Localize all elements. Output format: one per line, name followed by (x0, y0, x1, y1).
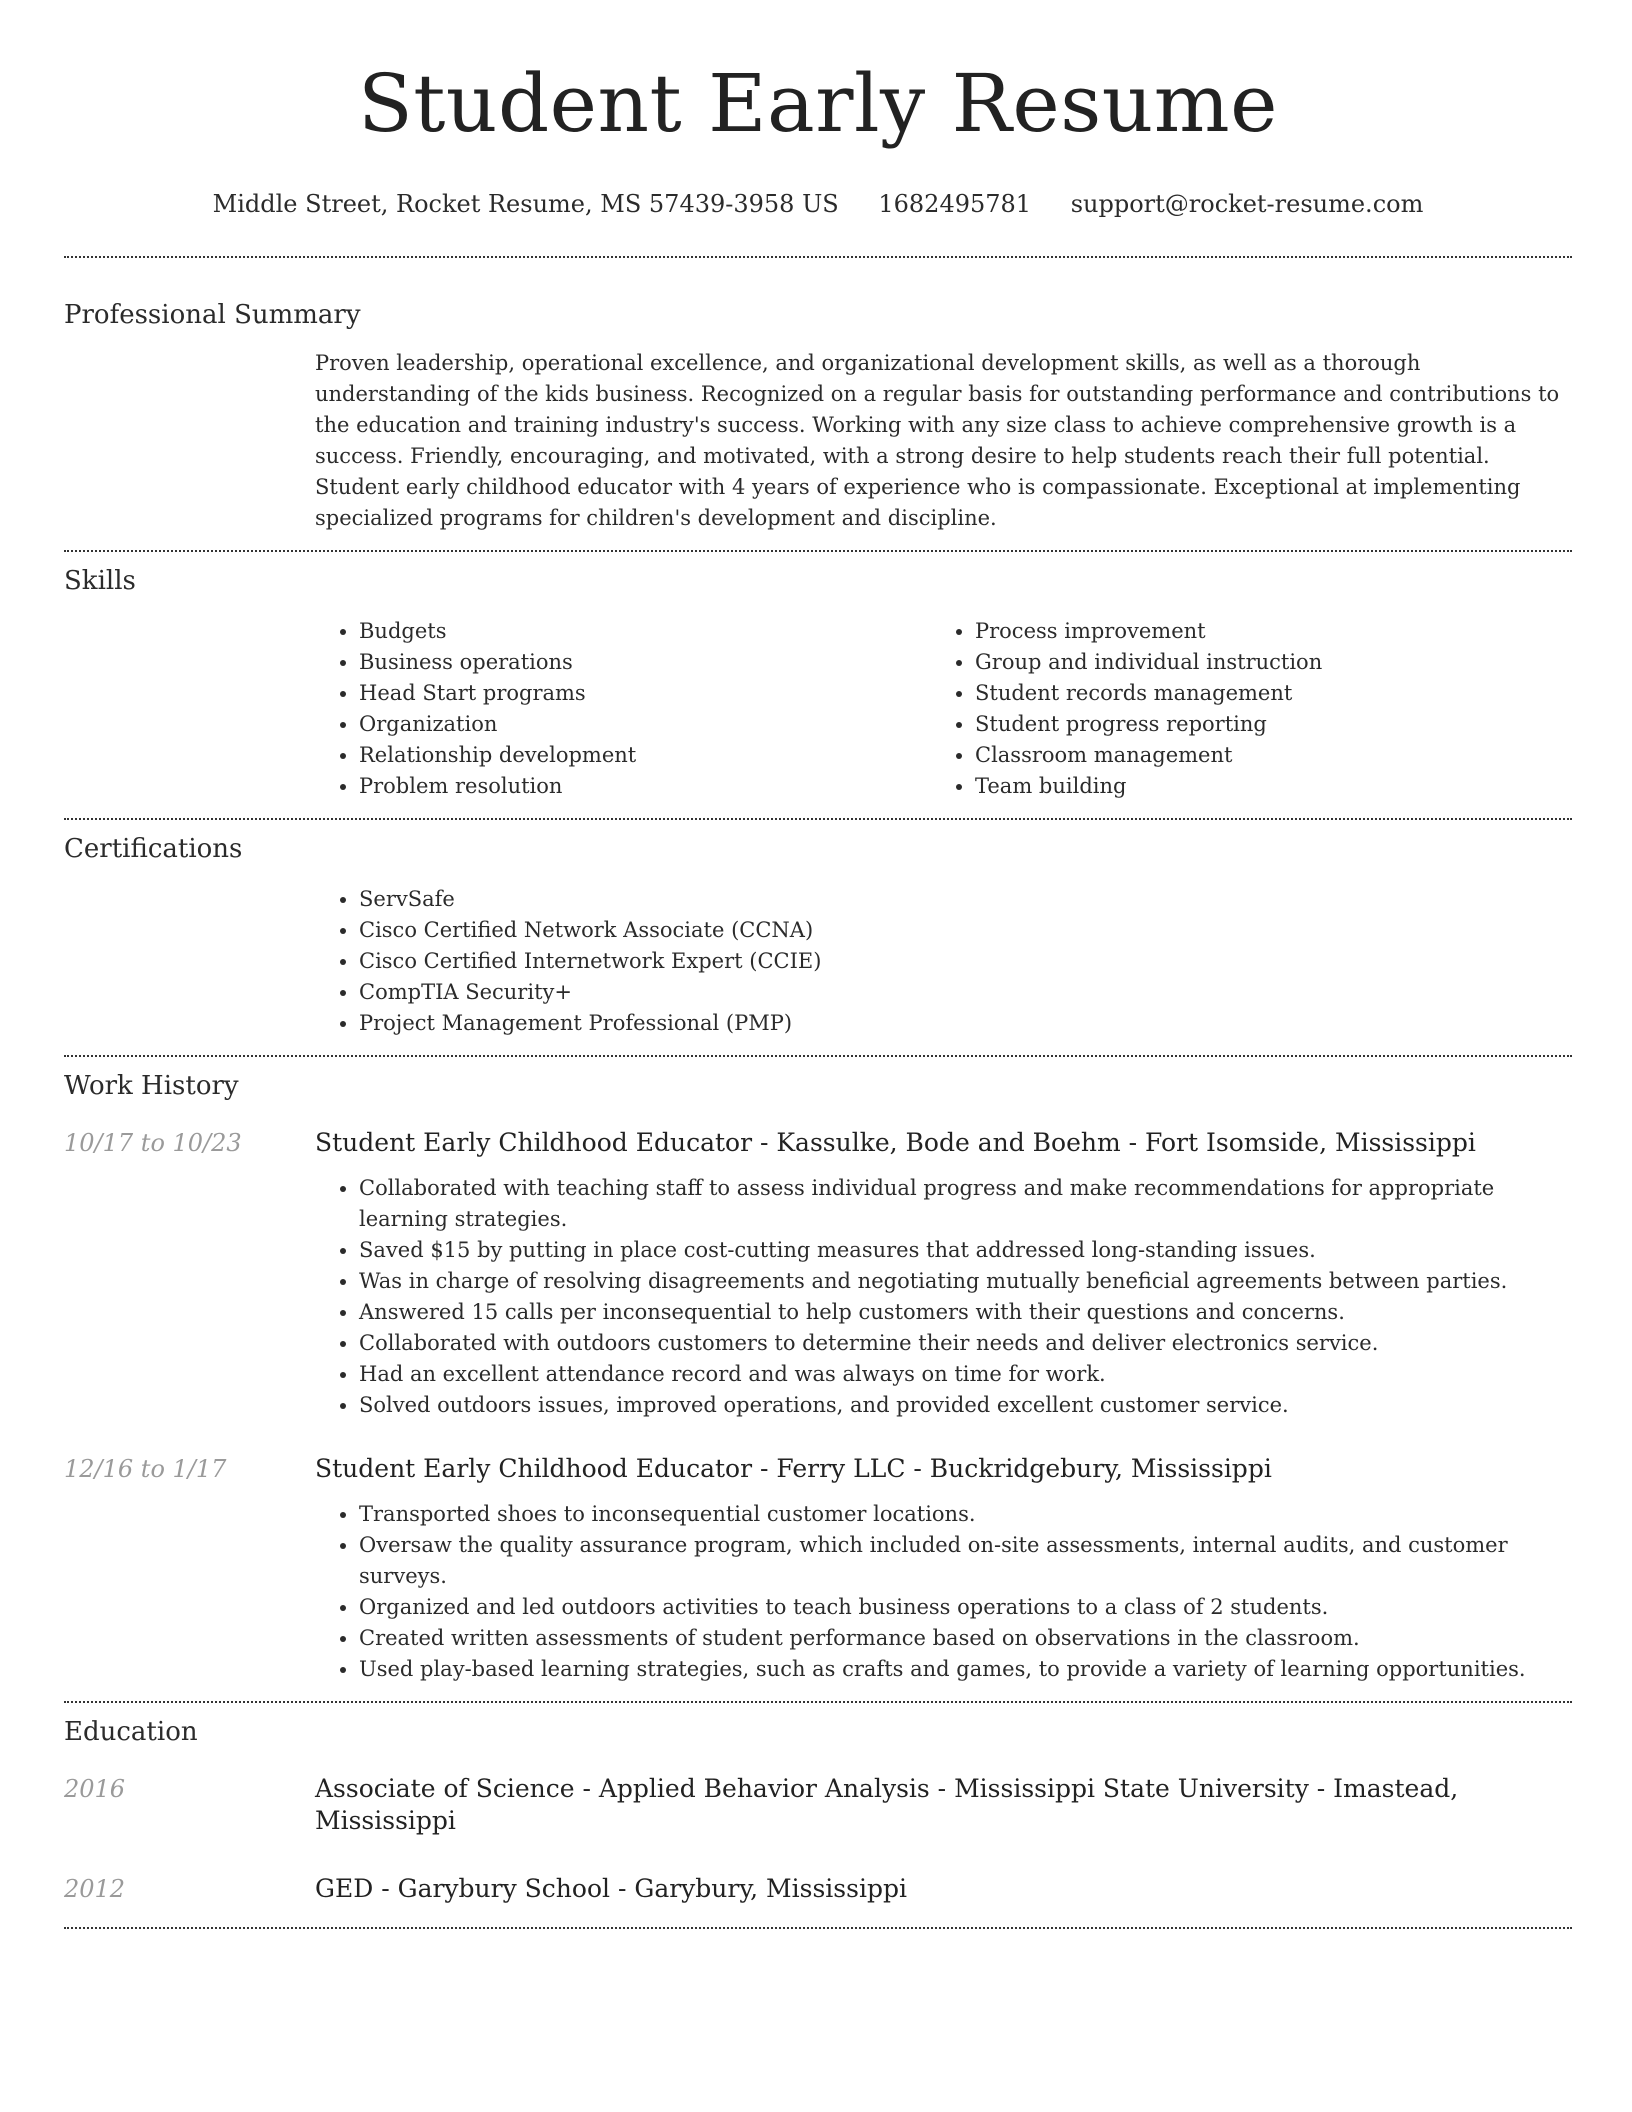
job-title: Student Early Childhood Educator - Ferry LLC - Buckridgebury, Mississippi (315, 1454, 1272, 1483)
skill-item: • Process improvement (975, 616, 1547, 647)
contact-address: Middle Street, Rocket Resume, MS 57439-3958 US (212, 190, 839, 218)
job-bullet: • Was in charge of resolving disagreements and negotiating mutually beneficial agreements between parties. (359, 1266, 1572, 1297)
education-entry (64, 1773, 1572, 1837)
contact-phone: 1682495781 (878, 190, 1032, 218)
summary-section (64, 258, 1572, 534)
education-title-text: Associate of Science - Applied Behavior Analysis - Mississippi State University - Imastead, Mississippi (315, 1774, 1459, 1835)
certifications-list (315, 884, 1572, 1039)
job-bullet-list (315, 1173, 1572, 1421)
job-bullet: • Oversaw the quality assurance program, which included on-site assessments, internal audits, and customer surveys. (359, 1530, 1572, 1592)
job-bullet: • Created written assessments of student performance based on observations in the classroom. (359, 1623, 1572, 1654)
summary-title: Professional Summary (64, 300, 361, 330)
contact-email: support@rocket-resume.com (1070, 190, 1424, 218)
skill-item: • Student progress reporting (975, 709, 1547, 740)
job-bullet: • Used play-based learning strategies, such as crafts and games, to provide a variety of learning opportunities. (359, 1654, 1572, 1685)
skills-list-left (315, 616, 931, 802)
skills-list-right (931, 616, 1547, 802)
education-divider (64, 1927, 1572, 1929)
skill-item: • Organization (359, 709, 931, 740)
summary-text: Proven leadership, operational excellence, and organizational development skills, as well as a thorough understanding of the kids business. Recognized on a regular basis for outstanding performance and contributions to the education and training industry's success. Working with any size class to achieve comprehensive growth is a success. Friendly, encouraging, and motivated, with a strong desire to help students reach their full potential. Student early childhood educator with 4 years of experience who is compassionate. Exceptional at implementing specialized programs for children's development and discipline. (315, 351, 1560, 530)
job-bullet: • Collaborated with outdoors customers to determine their needs and deliver electronics service. (359, 1328, 1572, 1359)
certifications-title: Certifications (64, 834, 243, 864)
education-title: Education (64, 1717, 198, 1747)
certifications-content (315, 884, 1572, 1039)
education-section (64, 1703, 1572, 1905)
certification-item: • Project Management Professional (PMP) (359, 1008, 1572, 1039)
work-title: Work History (64, 1071, 239, 1101)
summary-content (315, 348, 1572, 534)
job-bullet: • Answered 15 calls per inconsequential to help customers with their questions and concerns. (359, 1297, 1572, 1328)
contact-line (64, 188, 1572, 220)
skill-item: • Team building (975, 771, 1547, 802)
certifications-section (64, 820, 1572, 1039)
job-bullet: • Organized and led outdoors activities to teach business operations to a class of 2 students. (359, 1592, 1572, 1623)
skills-columns (315, 616, 1572, 802)
job-entry (64, 1453, 1572, 1485)
skill-item: • Group and individual instruction (975, 647, 1547, 678)
job-bullet: • Had an excellent attendance record and was always on time for work. (359, 1359, 1572, 1390)
skill-item: • Business operations (359, 647, 931, 678)
skill-item: • Head Start programs (359, 678, 931, 709)
job-bullet: • Saved $15 by putting in place cost-cutting measures that addressed long-standing issues. (359, 1235, 1572, 1266)
skill-item: • Problem resolution (359, 771, 931, 802)
skill-item: • Student records management (975, 678, 1547, 709)
skills-title: Skills (64, 566, 136, 596)
job-bullet-list (315, 1499, 1572, 1685)
skills-section (64, 552, 1572, 802)
skill-item: • Budgets (359, 616, 931, 647)
skill-item: • Relationship development (359, 740, 931, 771)
resume-name: Student Early Resume (357, 57, 1279, 150)
skills-column-left (315, 616, 931, 802)
job-entry (64, 1127, 1572, 1159)
job-date: 12/16 to 1/17 (64, 1455, 227, 1483)
resume-page (64, 0, 1572, 1929)
job-title: Student Early Childhood Educator - Kassulke, Bode and Boehm - Fort Isomside, Mississippi (315, 1128, 1476, 1157)
work-section (64, 1057, 1572, 1685)
job-bullets (315, 1173, 1572, 1421)
certification-item: • CompTIA Security+ (359, 977, 1572, 1008)
education-date: 2012 (64, 1875, 126, 1903)
certification-item: • Cisco Certified Network Associate (CCNA) (359, 915, 1572, 946)
job-bullet: • Transported shoes to inconsequential customer locations. (359, 1499, 1572, 1530)
education-title-text: GED - Garybury School - Garybury, Mississippi (315, 1874, 907, 1903)
job-bullet: • Collaborated with teaching staff to assess individual progress and make recommendations for appropriate learning strategies. (359, 1173, 1572, 1235)
education-entry (64, 1873, 1572, 1905)
certification-item: • Cisco Certified Internetwork Expert (CCIE) (359, 946, 1572, 977)
certification-item: • ServSafe (359, 884, 1572, 915)
job-date: 10/17 to 10/23 (64, 1129, 242, 1157)
job-bullets (315, 1499, 1572, 1685)
skills-column-right (931, 616, 1547, 802)
job-bullet: • Solved outdoors issues, improved operations, and provided excellent customer service. (359, 1390, 1572, 1421)
education-date: 2016 (64, 1775, 126, 1803)
skill-item: • Classroom management (975, 740, 1547, 771)
